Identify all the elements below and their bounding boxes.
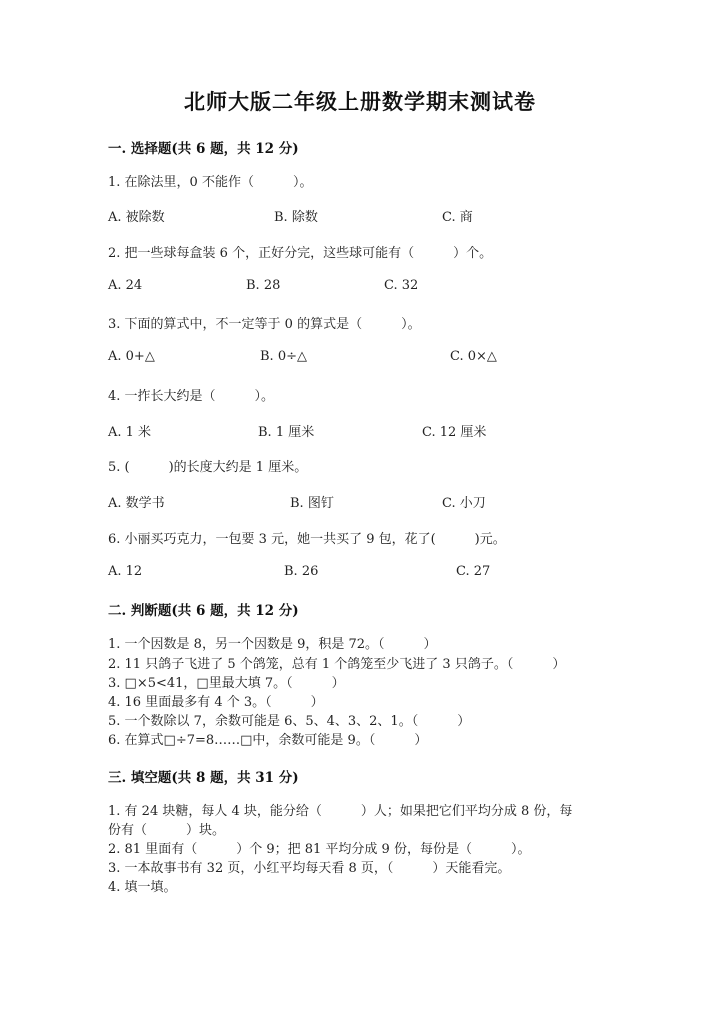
judge-item-2: 2. 11 只鸽子飞进了 5 个鸽笼，总有 1 个鸽笼至少飞进了 3 只鸽子。（ ） [108,657,566,672]
choice-1-option-b: B. 除数 [274,210,318,225]
choice-question-1: 1. 在除法里，0 不能作（ ）。 [108,175,313,190]
judge-item-3: 3. □×5<41，□里最大填 7。（ ） [108,676,345,691]
choice-5-option-a: A. 数学书 [108,496,165,511]
choice-2-option-c: C. 32 [384,278,419,293]
fill-line-2: 份有（ ）块。 [108,823,226,838]
choice-5-option-b: B. 图钉 [290,496,334,511]
judge-item-5: 5. 一个数除以 7，余数可能是 6、5、4、3、2、1。（ ） [108,714,471,729]
choice-question-3: 3. 下面的算式中，不一定等于 0 的算式是（ ）。 [108,317,421,332]
choice-2-option-b: B. 28 [246,278,281,293]
choice-1-option-a: A. 被除数 [108,210,165,225]
judge-item-1: 1. 一个因数是 8，另一个因数是 9，积是 72。（ ） [108,637,437,652]
section-heading-choice: 一. 选择题(共 6 题，共 12 分) [108,141,299,157]
choice-question-4: 4. 一拃长大约是（ ）。 [108,389,275,404]
choice-6-option-b: B. 26 [284,564,319,579]
choice-4-option-b: B. 1 厘米 [258,425,315,440]
choice-3-option-a: A. 0+△ [108,349,155,364]
choice-3-option-b: B. 0÷△ [260,349,307,364]
choice-4-option-a: A. 1 米 [108,425,152,440]
choice-6-option-c: C. 27 [456,564,491,579]
fill-line-1: 1. 有 24 块糖，每人 4 块，能分给（ ）人；如果把它们平均分成 8 份，每 [108,804,573,819]
section-heading-fill: 三. 填空题(共 8 题，共 31 分) [108,770,299,786]
choice-question-5: 5. ( )的长度大约是 1 厘米。 [108,460,308,475]
choice-question-6: 6. 小丽买巧克力，一包要 3 元，她一共买了 9 包，花了( )元。 [108,532,506,547]
choice-4-option-c: C. 12 厘米 [422,425,487,440]
choice-1-option-c: C. 商 [442,210,473,225]
choice-5-option-c: C. 小刀 [442,496,486,511]
judge-item-6: 6. 在算式□÷7=8……□中，余数可能是 9。（ ） [108,733,428,748]
fill-line-3: 2. 81 里面有（ ）个 9；把 81 平均分成 9 份，每份是（ ）。 [108,842,531,857]
fill-line-5: 4. 填一填。 [108,880,177,895]
judge-item-4: 4. 16 里面最多有 4 个 3。（ ） [108,695,324,710]
section-heading-judge: 二. 判断题(共 6 题，共 12 分) [108,603,299,619]
choice-3-option-c: C. 0×△ [450,349,497,364]
page-title: 北师大版二年级上册数学期末测试卷 [184,89,536,114]
choice-question-2: 2. 把一些球每盒装 6 个，正好分完，这些球可能有（ ）个。 [108,246,493,261]
fill-line-4: 3. 一本故事书有 32 页，小红平均每天看 8 页，（ ）天能看完。 [108,861,511,876]
choice-6-option-a: A. 12 [108,564,143,579]
choice-2-option-a: A. 24 [108,278,143,293]
